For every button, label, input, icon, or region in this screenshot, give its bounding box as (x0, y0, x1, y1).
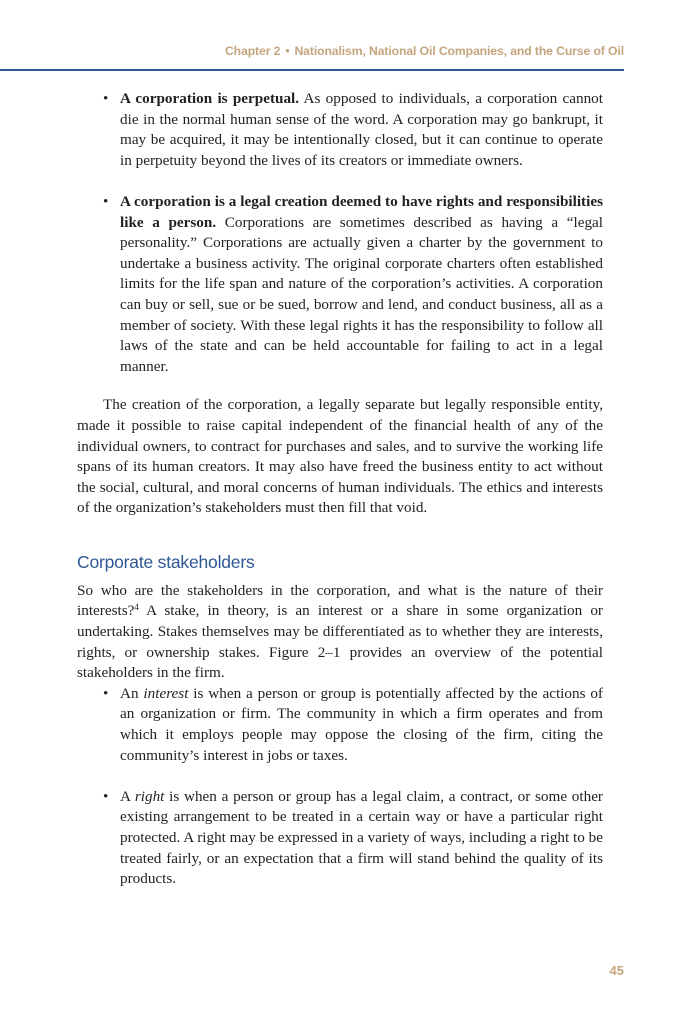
header-rule (0, 69, 624, 71)
bullet-lead: An (120, 684, 144, 702)
bullet-term: right (134, 787, 165, 805)
header-separator: • (285, 44, 290, 58)
bullet-term: interest (143, 684, 189, 702)
bullet-text: Corporations are sometimes described as having a “legal personality.” Corporations are actually given a charter by the government to undertake a business activity. The original corporate charters often established limits for the life span and nature of the corporation’s activities. A corporation can buy or sell, sue or be sued, borrow and lend, and conduct business, all as a member of society. With these legal rights it has the responsibility to follow all laws of the state and can be held accountable for failing to act in a legal manner. (120, 213, 603, 375)
bullet-text: As opposed to individuals, a corporation cannot die in the normal human sense of the word. A corporation may go bankrupt, it may be acquired, it may be intentionally closed, but it can continue to operate in perpetuity beyond the lives of its creators or immediate owners. (120, 90, 603, 169)
footnote-marker: 4 (134, 602, 139, 613)
bullet-text: is when a person or group has a legal claim, a contract, or some other existing arrangement to be treated in a certain way or have a particular right protected. A right may be expressed in a variety of ways, including a right to be treated fairly, or an expectation that a firm will stand behind the quality of its products. (120, 787, 603, 888)
running-head (225, 44, 624, 58)
bullet-icon: • (103, 192, 109, 210)
page-number: 45 (609, 963, 624, 978)
body-paragraph: The creation of the corporation, a legally separate but legally responsible entity, made it possible to raise capital independent of the financial health of any of the individual owners, to contract for purchases and sales, and to survive the working life spans of its human creators. It may also have freed the business entity to act without the social, cultural, and moral concerns of human individuals. The ethics and interests of the organization’s stakeholders must then fill that void. (77, 396, 603, 517)
section-paragraph (77, 581, 603, 684)
section-paragraph-start: So who are the stakeholders in the corporation, and what is the nature of their interests? (77, 581, 603, 620)
list-item (77, 787, 603, 890)
section-paragraph-end: A stake, in theory, is an interest or a share in some organization or undertaking. Stakes themselves may be differentiated as to whether they are interests, rights, or ownership stakes. Figure 2–1 provides an overview of the potential stakeholders in the firm. (77, 602, 603, 682)
bullet-icon: • (103, 787, 109, 805)
bullet-icon: • (103, 90, 109, 107)
bullet-icon: • (103, 684, 109, 702)
list-item (77, 684, 603, 766)
bullet-lead-bold: A corporation is perpetual. (120, 90, 300, 107)
bullet-text: is when a person or group is potentially affected by the actions of an organization or firm. The community in which a firm operates and from which it employs people may oppose the closing of the firm, citing the community’s interest in jobs or taxes. (120, 684, 603, 764)
bullet-list-bottom (77, 684, 603, 890)
bullet-lead-bold: A corporation is a legal creation deemed to have rights and responsibilities like a person. (120, 192, 603, 231)
list-item (77, 192, 603, 377)
bullet-list-top (77, 89, 603, 377)
chapter-label: Chapter 2 (224, 44, 281, 58)
bullet-lead: A (120, 787, 135, 805)
chapter-title: Nationalism, National Oil Companies, and the Curse of Oil (294, 44, 624, 58)
list-item (77, 89, 603, 171)
page-body (77, 89, 603, 890)
section-heading: Corporate stakeholders (77, 551, 255, 572)
